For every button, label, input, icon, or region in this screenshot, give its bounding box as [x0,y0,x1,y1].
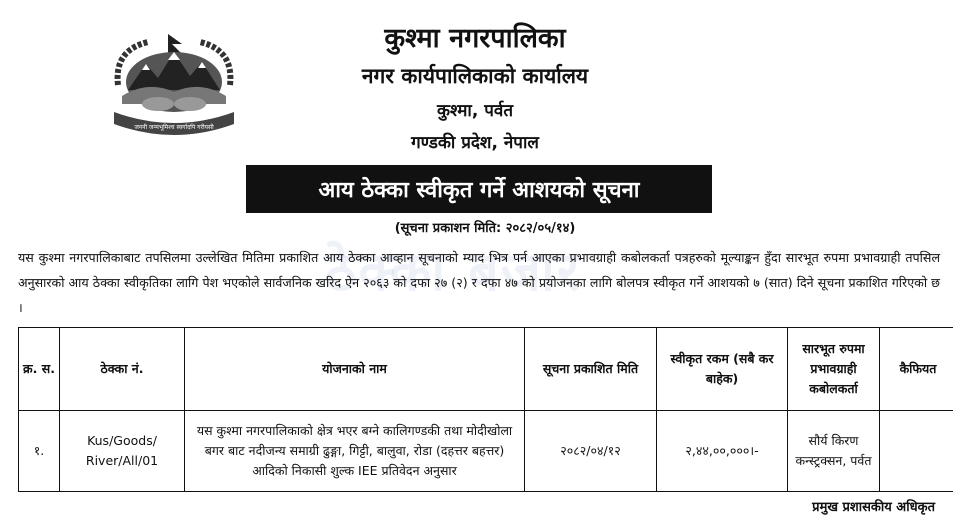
cell-sn: १. [19,411,60,492]
cell-contract-no: Kus/Goods/ River/All/01 [60,411,185,492]
cell-remarks [880,411,953,492]
cell-project: यस कुश्मा नगरपालिकाको क्षेत्र भएर बग्ने कालिगण्डकी तथा मोदीखोला बगर बाट नदीजन्य समाग्री ढुङ्गा, गिट्टी, बालुवा, रोडा (दहत्तर बहत्तर) आदिको निकासी शुल्क IEE प्रतिवेदन अनुसार [185,411,525,492]
notice-body [18,245,940,320]
col-header-notice-date: सूचना प्रकाशित मिति [525,328,657,411]
col-header-project: योजनाको नाम [185,328,525,411]
cell-notice-date: २०८२/०४/१२ [525,411,657,492]
notice-title: आय ठेक्का स्वीकृत गर्ने आशयको सूचना [246,165,712,213]
col-header-amount: स्वीकृत रकम (सबै कर बाहेक) [657,328,788,411]
svg-text:जननी जन्मभूमिश्च स्वर्गादपि गर: जननी जन्मभूमिश्च स्वर्गादपि गरीयसी [134,124,214,131]
notice-body-text: यस कुश्मा नगरपालिकाबाट तपसिलमा उल्लेखित मितिमा प्रकाशित आय ठेक्का आव्हान सूचनाको म्याद भित्र पर्न आएका प्रभावग्राही कबोलकर्ता पत्रहरुको मूल्याङ्कन हुँदा सारभूत रुपमा प्रभावग्राही तपसिल अनुसारको आय ठेक्का स्वीकृतिका लागि पेश भएकोले सार्वजनिक खरिद ऐन २०६३ को दफा २७ (२) र दफा ४७ को प्रयोजनका लागि बोलपत्र स्वीकृत गर्ने आशयको ७ (सात) दिने सूचना प्रकाशित गरिएको छ । [18,250,940,315]
col-header-sn: क्र. स. [19,328,60,411]
publication-date: (सूचना प्रकाशन मिति: २०८२/०५/१४) [394,221,576,236]
office-name: नगर कार्यपालिकाको कार्यालय [361,64,589,88]
col-header-remarks: कैफियत [880,328,953,411]
office-location: कुश्मा, पर्वत [436,101,514,121]
province-name: गण्डकी प्रदेश, नेपाल [411,133,539,153]
table-header-row [19,328,953,411]
cell-amount: २,४४,००,०००।- [657,411,788,492]
cell-bidder: सौर्य किरण कन्स्ट्रक्सन, पर्वत [788,411,880,492]
nepal-emblem-logo [108,30,240,140]
award-table [18,327,953,492]
col-header-contract-no: ठेक्का नं. [60,328,185,411]
col-header-bidder: सारभूत रुपमा प्रभावग्राही कबोलकर्ता [788,328,880,411]
watermark: ठेक्का बजार [325,240,582,303]
signatory: प्रमुख प्रशासकीय अधिकृत [812,500,935,515]
municipality-name: कुश्मा नगरपालिका [384,23,566,54]
table-row [19,411,953,492]
